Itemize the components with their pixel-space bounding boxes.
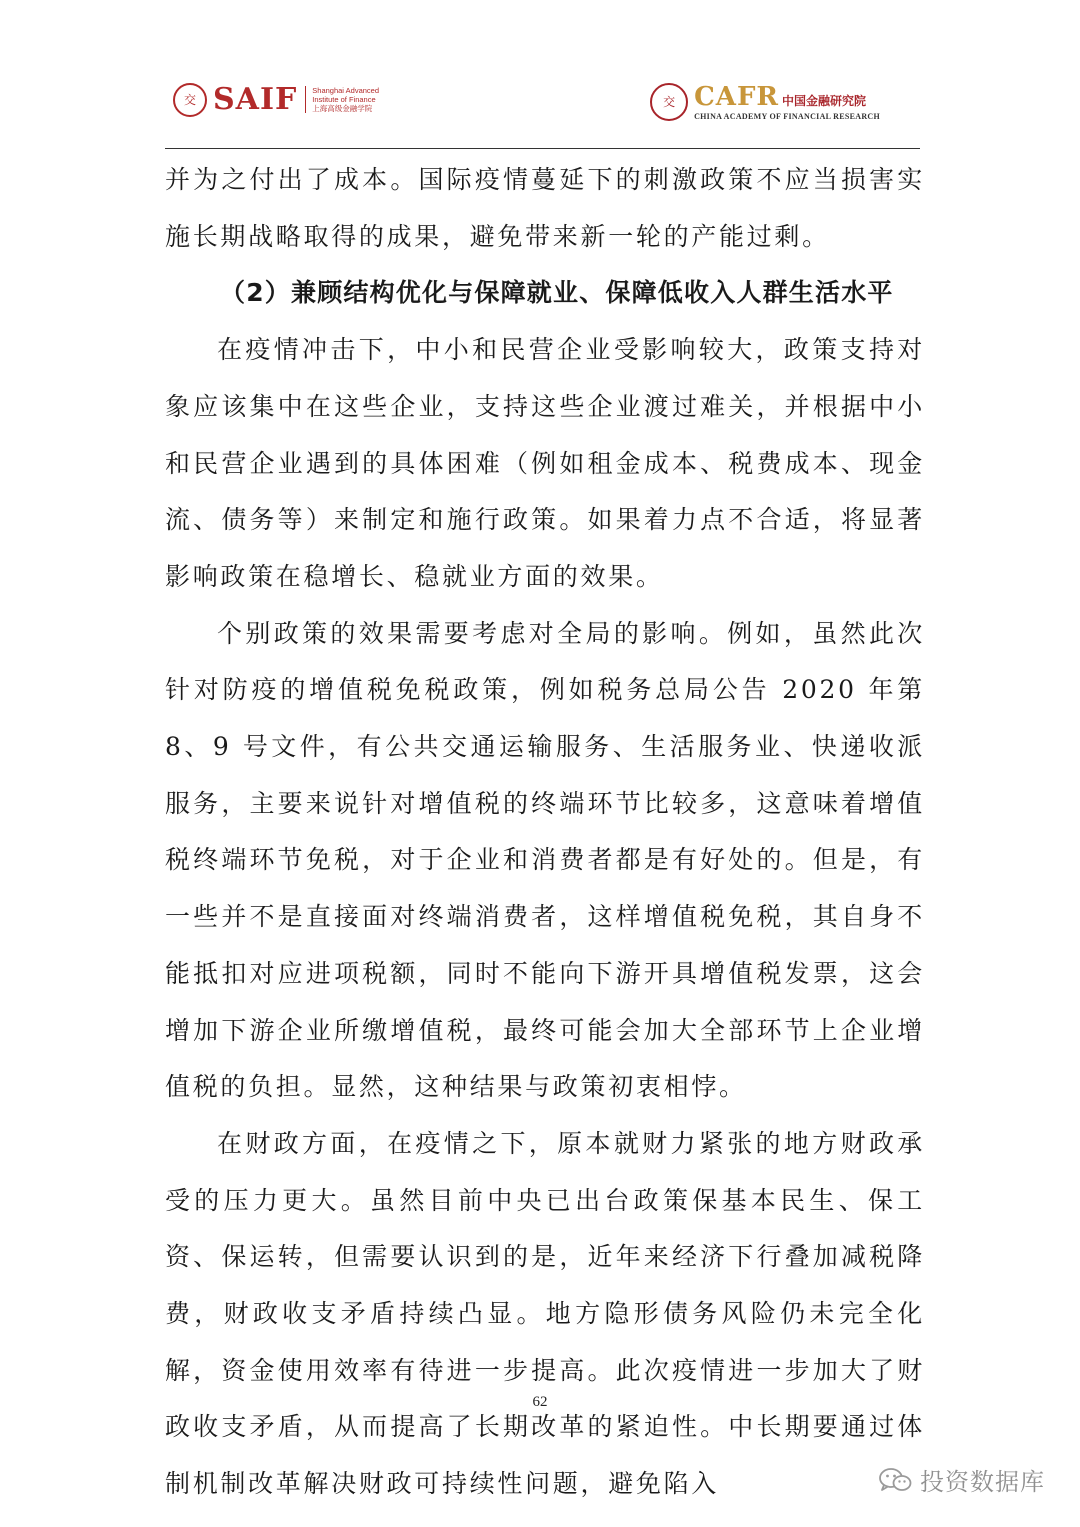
page-number: 62 — [532, 1394, 548, 1410]
watermark-text: 投资数据库 — [920, 1468, 1045, 1496]
saif-subtitle-line-1: Shanghai Advanced — [312, 86, 380, 95]
saif-wordmark: SAIF — [213, 82, 298, 117]
cafr-text-block — [694, 82, 880, 121]
saif-logo — [173, 82, 379, 117]
document-body — [165, 152, 925, 1513]
page-header — [165, 72, 920, 149]
cafr-seal-icon: 交 — [650, 83, 688, 121]
cafr-chinese-name: 中国金融研究院 — [782, 94, 867, 108]
body-paragraph-3: 个别政策的效果需要考虑对全局的影响。例如，虽然此次针对防疫的增值税免税政策，例如税务总局公告 2020 年第 8、9 号文件，有公共交通运输服务、生活服务业、快递收派服务，主要来说针对增值税的终端环节比较多，这意味着增值税终端环节免税，对于企业和消费者都是有好处的。但是，有一些并不是直接面对终端消费者，这样增值税免税，其自身不能抵扣对应进项税额，同时不能向下游开具增值税发票，这会增加下游企业所缴增值税，最终可能会加大全部环节上企业增值税的负担。显然，这种结果与政策初衷相悖。 — [165, 618, 925, 1102]
body-paragraph-1: 并为之付出了成本。国际疫情蔓延下的刺激政策不应当损害实施长期战略取得的成果，避免带来新一轮的产能过剩。 — [165, 165, 925, 251]
cafr-english-name: CHINA ACADEMY OF FINANCIAL RESEARCH — [694, 112, 880, 121]
saif-subtitle-line-2: Institute of Finance — [312, 95, 376, 104]
cafr-wordmark: CAFR — [694, 82, 780, 112]
wechat-icon — [878, 1467, 912, 1493]
cafr-top-row — [694, 82, 880, 112]
body-paragraph-2: 在疫情冲击下，中小和民营企业受影响较大，政策支持对象应该集中在这些企业，支持这些企业渡过难关，并根据中小和民营企业遇到的具体困难（例如租金成本、税费成本、现金流、债务等）来制定和施行政策。如果着力点不合适，将显著影响政策在稳增长、稳就业方面的效果。 — [165, 335, 925, 591]
section-heading: （2）兼顾结构优化与保障就业、保障低收入人群生活水平 — [220, 278, 894, 308]
watermark — [878, 1462, 1045, 1497]
saif-seal-icon: 交 — [173, 83, 207, 117]
cafr-logo — [650, 82, 880, 121]
saif-subtitle — [305, 86, 379, 113]
body-paragraph-4: 在财政方面，在疫情之下，原本就财力紧张的地方财政承受的压力更大。虽然目前中央已出台政策保基本民生、保工资、保运转，但需要认识到的是，近年来经济下行叠加减税降费，财政收支矛盾持续凸显。地方隐形债务风险仍未完全化解，资金使用效率有待进一步提高。此次疫情进一步加大了财政收支矛盾，从而提高了长期改革的紧迫性。中长期要通过体制机制改革解决财政可持续性问题，避免陷入 — [165, 1128, 925, 1499]
saif-subtitle-line-3: 上海高级金融学院 — [312, 104, 373, 113]
